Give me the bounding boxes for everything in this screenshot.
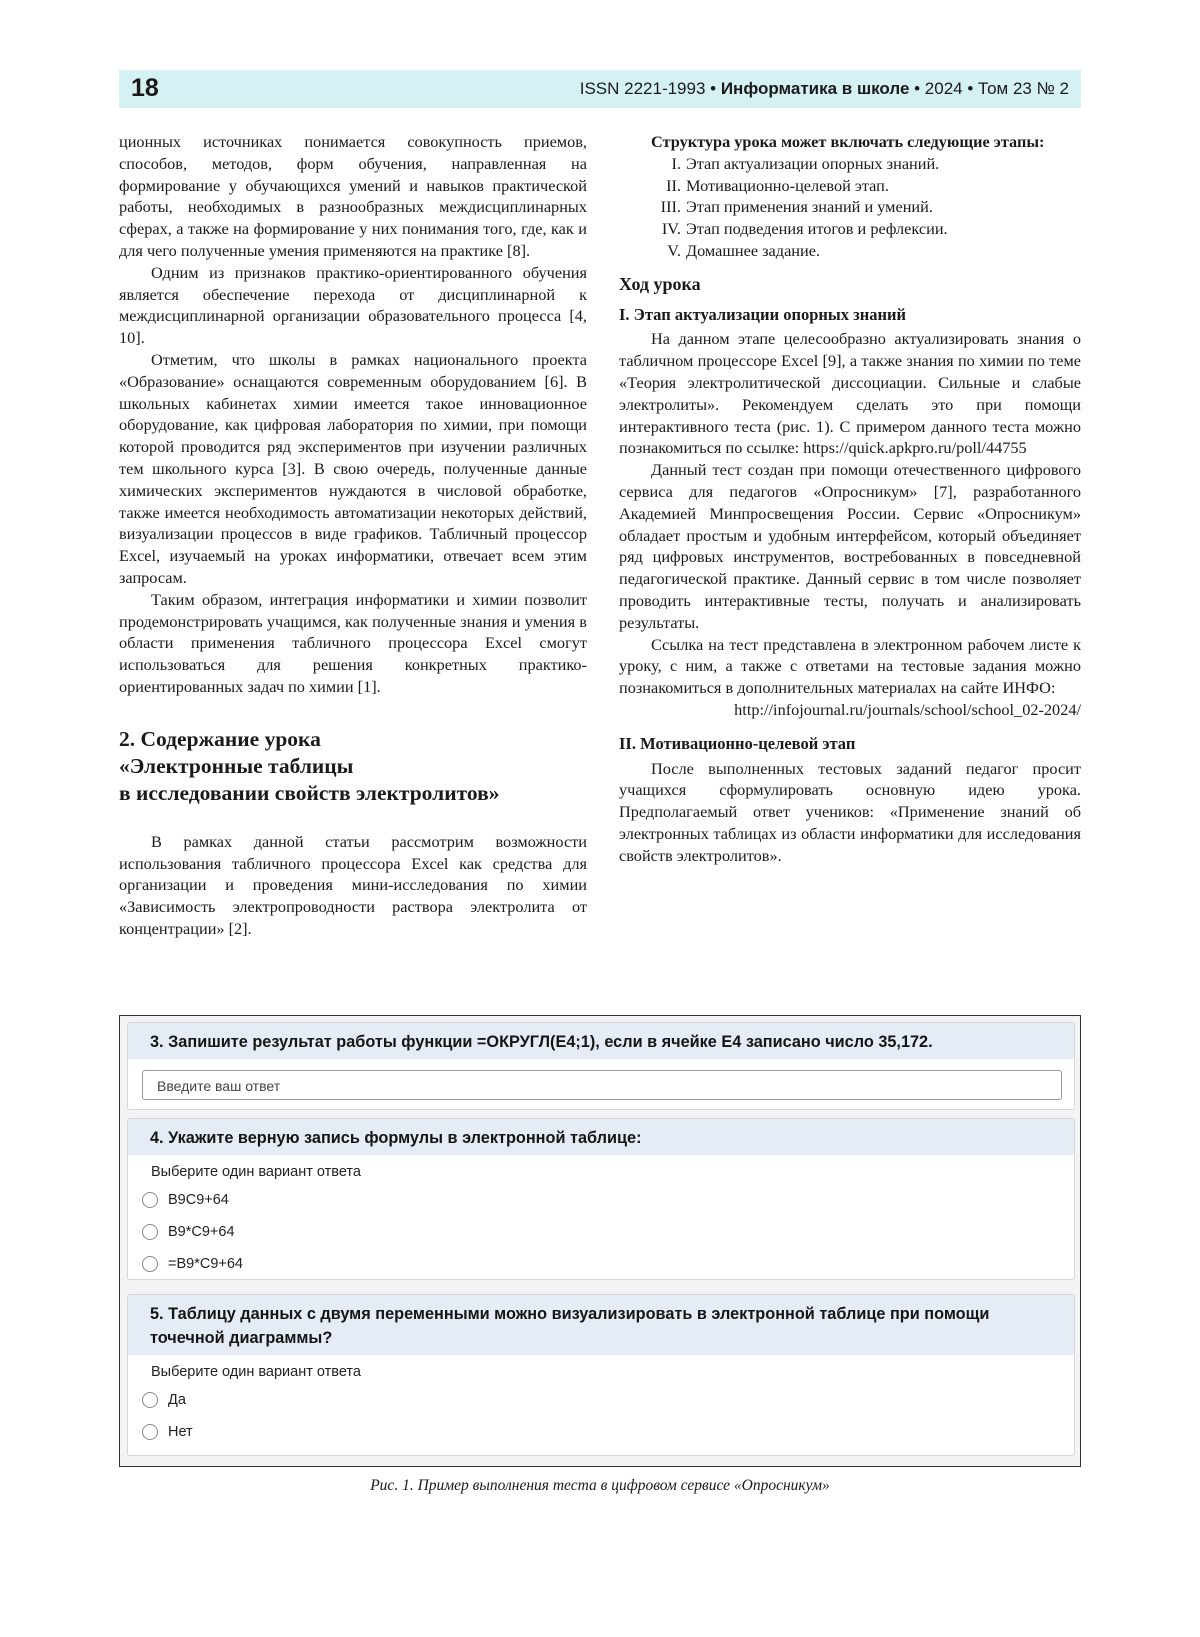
paragraph: На данном этапе целесообразно актуализировать знания о табличном процессоре Excel [9], а также знания по химии по теме «Теория электролитической диссоциации. Сильные и слабые электролиты». Рекомендуем сделать это при помощи интерактивного теста (рис. 1). С примером данного теста можно познакомиться по ссылке: https://quick.apkpro.ru/poll/44755 bbox=[619, 329, 1081, 458]
option-label: Да bbox=[168, 1392, 186, 1408]
journal-title: Информатика в школе bbox=[720, 79, 910, 98]
question-title: 5. Таблицу данных с двумя переменными можно визуализировать в электронной таблице при помощи точечной диаграммы? bbox=[128, 1295, 1074, 1355]
stage-text: Этап применения знаний и умений. bbox=[686, 197, 933, 217]
journal-info bbox=[580, 79, 1069, 99]
question-card-4 bbox=[127, 1118, 1075, 1280]
radio-option[interactable] bbox=[128, 1384, 1074, 1416]
stage-item bbox=[619, 218, 1081, 240]
stage-number: V. bbox=[667, 240, 681, 260]
paragraph: Отметим, что школы в рамках национального проекта «Образование» оснащаются современным оборудованием [6]. В школьных кабинетах химии имеется такое инновационное оборудование, как цифровая лаборатория по химии, при помощи которой проводится ряд экспериментов при изучении различных тем школьного курса [3]. В свою очередь, полученные данные химических экспериментов нуждаются в числовой обработке, также имеется необходимость автоматизации некоторых действий, визуализации процессов в виде графиков. Табличный процессор Excel, изучаемый на уроках информатики, отвечает всем этим запросам. bbox=[119, 349, 587, 587]
option-list bbox=[128, 1180, 1074, 1280]
stage-text: Этап подведения итогов и рефлексии. bbox=[686, 219, 948, 239]
stage1-heading: I. Этап актуализации опорных знаний bbox=[619, 304, 907, 324]
option-label: Нет bbox=[168, 1424, 193, 1440]
radio-option[interactable] bbox=[128, 1216, 1074, 1248]
stage-number: I. bbox=[671, 153, 681, 173]
paragraph: Одним из признаков практико-ориентированного обучения является обеспечение перехода от дисциплинарной к междисциплинарной организации образовательного процесса [4, 10]. bbox=[119, 262, 587, 348]
question-card-5 bbox=[127, 1294, 1075, 1456]
paragraph: Ссылка на тест представлена в электронном рабочем листе к уроку, с ним, а также с ответами на тестовые задания можно познакомиться в дополнительных материалах на сайте ИНФО: bbox=[619, 634, 1081, 698]
section-heading bbox=[119, 726, 587, 807]
section-heading-line: 2. Содержание урока bbox=[119, 726, 321, 751]
radio-button[interactable] bbox=[142, 1224, 158, 1240]
info-url[interactable]: http://infojournal.ru/journals/school/school_02-2024/ bbox=[734, 699, 1081, 719]
answer-hint: Выберите один вариант ответа bbox=[151, 1164, 361, 1180]
quiz-figure bbox=[119, 1015, 1081, 1467]
right-column bbox=[619, 131, 1081, 867]
issn: ISSN 2221-1993 • bbox=[579, 79, 721, 98]
course-heading: Ход урока bbox=[619, 273, 701, 294]
option-label: В9*С9+64 bbox=[168, 1224, 235, 1240]
paragraph: После выполненных тестовых заданий педагог просит учащихся сформулировать основную идею урока. Предполагаемый ответ учеников: «Применение знаний об электронных таблицах из области информатики для исследования свойств электролитов». bbox=[619, 758, 1081, 865]
stage-text: Мотивационно-целевой этап. bbox=[686, 175, 889, 195]
stage-list bbox=[619, 153, 1081, 262]
stage-number: IV. bbox=[661, 219, 681, 239]
paragraph: Данный тест создан при помощи отечественного цифрового сервиса для педагогов «Опросникум» [7], разработанного Академией Минпросвещения России. Сервис «Опросникум» обладает простым и удобным интерфейсом, который объединяет ряд цифровых инструментов, востребованных в повседневной педагогической практике. Данный сервис в том числе позволяет проводить интерактивные тесты, получать и анализировать результаты. bbox=[619, 460, 1081, 632]
option-label: =В9*С9+64 bbox=[168, 1256, 243, 1272]
stage-item bbox=[619, 240, 1081, 262]
paragraph: ционных источниках понимается совокупность приемов, способов, методов, форм обучения, направленная на формирование у обучающихся умений и навыков практической работы, необходимых в разнообразных междисциплинарных сферах, а также на формирование у них понимания того, где, как и для чего полученные умения применяются на практике [8]. bbox=[119, 132, 587, 260]
stage-item bbox=[619, 153, 1081, 175]
stage-item bbox=[619, 175, 1081, 197]
stage-number: II. bbox=[666, 175, 681, 195]
answer-hint: Выберите один вариант ответа bbox=[151, 1364, 361, 1380]
option-list bbox=[128, 1380, 1074, 1448]
paragraph: Таким образом, интеграция информатики и химии позволит продемонстрировать учащимся, как полученные знания и умения в области применения табличного процессора Excel смогут использоваться для решения конкретных практико-ориентированных задач по химии [1]. bbox=[119, 589, 587, 696]
section-heading-line: в исследовании свойств электролитов» bbox=[119, 780, 500, 805]
paragraph: В рамках данной статьи рассмотрим возможности использования табличного процессора Excel как средства для организации и проведения мини-исследования по химии «Зависимость электропроводности раствора электролита от концентрации» [2]. bbox=[119, 831, 587, 938]
radio-option[interactable] bbox=[128, 1248, 1074, 1280]
section-heading-line: «Электронные таблицы bbox=[119, 753, 354, 778]
issue-info: • 2024 • Том 23 № 2 bbox=[909, 79, 1069, 98]
radio-option[interactable] bbox=[128, 1416, 1074, 1448]
radio-button[interactable] bbox=[142, 1192, 158, 1208]
figure-caption: Рис. 1. Пример выполнения теста в цифровом сервисе «Опросникум» bbox=[370, 1477, 830, 1494]
stage-number: III. bbox=[660, 197, 681, 217]
answer-input[interactable]: Введите ваш ответ bbox=[142, 1070, 1062, 1100]
running-header bbox=[119, 70, 1081, 108]
radio-button[interactable] bbox=[142, 1424, 158, 1440]
structure-lead: Структура урока может включать следующие этапы: bbox=[651, 132, 1045, 151]
question-title: 3. Запишите результат работы функции =ОКРУГЛ(E4;1), если в ячейке E4 записано число 35,172. bbox=[128, 1023, 1074, 1059]
option-label: В9С9+64 bbox=[168, 1192, 229, 1208]
radio-button[interactable] bbox=[142, 1392, 158, 1408]
left-column bbox=[119, 131, 587, 940]
radio-option[interactable] bbox=[128, 1184, 1074, 1216]
stage-text: Домашнее задание. bbox=[686, 240, 821, 260]
stage-item bbox=[619, 196, 1081, 218]
stage2-heading: II. Мотивационно-целевой этап bbox=[619, 733, 856, 753]
stage-text: Этап актуализации опорных знаний. bbox=[686, 153, 940, 173]
radio-button[interactable] bbox=[142, 1256, 158, 1272]
page-number: 18 bbox=[131, 74, 159, 102]
question-card-3 bbox=[127, 1022, 1075, 1110]
question-title: 4. Укажите верную запись формулы в электронной таблице: bbox=[128, 1119, 1074, 1155]
